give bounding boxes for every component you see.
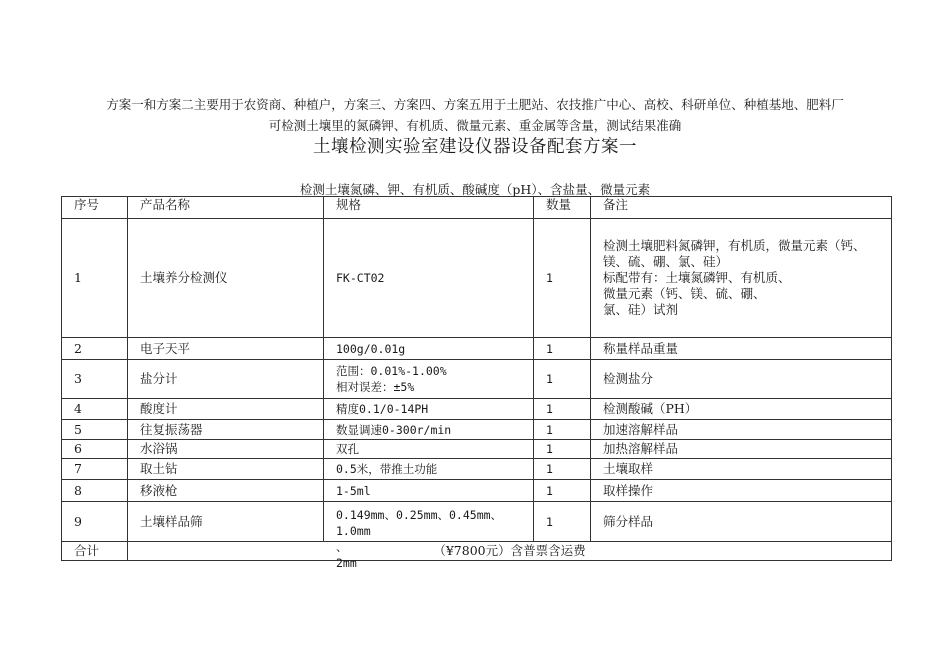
cell-qty: 1	[534, 338, 591, 360]
cell-note	[591, 480, 892, 502]
total-row	[62, 542, 892, 561]
cell-spec	[324, 360, 534, 399]
cell-note-line: 取样操作	[603, 482, 654, 498]
cell-note-line: 加热溶解样品	[603, 441, 679, 456]
cell-note-line: 土壤取样	[603, 461, 654, 476]
header-no: 序号	[62, 197, 128, 219]
table-header-row	[62, 197, 892, 219]
cell-spec-line: 2mm	[336, 555, 357, 570]
cell-name: 往复振荡器	[128, 420, 324, 440]
cell-note-line: 检测酸碱（PH）	[603, 401, 698, 416]
cell-no: 8	[62, 480, 128, 502]
cell-note	[591, 459, 892, 480]
cell-note-line: 氯、硅）试剂	[603, 302, 679, 317]
cell-name: 电子天平	[128, 338, 324, 360]
cell-no: 5	[62, 420, 128, 440]
table-row	[62, 440, 892, 459]
table-row	[62, 338, 892, 360]
cell-no: 4	[62, 399, 128, 420]
cell-spec	[324, 440, 534, 459]
table-row	[62, 399, 892, 420]
cell-note	[591, 219, 892, 338]
cell-qty: 1	[534, 420, 591, 440]
cell-note-line: 称量样品重量	[603, 340, 679, 356]
cell-no: 6	[62, 440, 128, 459]
cell-spec-line: 范围：0.01%-1.00%	[336, 364, 447, 378]
header-name: 产品名称	[128, 197, 324, 219]
page-title: 土壤检测实验室建设仪器设备配套方案一	[313, 137, 637, 157]
intro-line-1: 方案一和方案二主要用于农资商、种植户，方案三、方案四、方案五用于土肥站、农技推广中心、高校、科研单位、种植基地、肥料厂	[106, 97, 844, 112]
cell-name: 土壤养分检测仪	[128, 219, 324, 338]
cell-note	[591, 502, 892, 542]
cell-spec-line: 、	[336, 539, 348, 554]
cell-qty: 1	[534, 459, 591, 480]
table-row	[62, 502, 892, 542]
cell-note	[591, 399, 892, 420]
cell-note-line: 微量元素（钙、镁、硫、硼、	[603, 286, 766, 301]
table-row	[62, 219, 892, 338]
cell-spec	[324, 480, 534, 502]
cell-spec	[324, 420, 534, 440]
cell-note	[591, 338, 892, 360]
cell-name: 酸度计	[128, 399, 324, 420]
cell-no: 2	[62, 338, 128, 360]
cell-note-line: 检测盐分	[603, 371, 654, 386]
cell-note-line: 检测土壤肥料氮磷钾，有机质，微量元素（钙、	[603, 238, 866, 253]
cell-qty: 1	[534, 480, 591, 502]
cell-note	[591, 360, 892, 399]
cell-spec-line: 双孔	[336, 442, 359, 456]
cell-spec: FK-CT02	[324, 219, 534, 338]
table-row	[62, 480, 892, 502]
cell-qty: 1	[534, 502, 591, 542]
cell-no: 3	[62, 360, 128, 399]
equipment-table	[61, 196, 892, 570]
cell-note-line: 筛分样品	[603, 513, 654, 529]
cell-name: 盐分计	[128, 360, 324, 399]
cell-name: 取土钻	[128, 459, 324, 480]
header-note: 备注	[591, 197, 892, 219]
cell-spec-line: 精度0.1/0-14PH	[336, 402, 429, 416]
cell-note-line: 加速溶解样品	[603, 421, 679, 437]
cell-qty: 1	[534, 360, 591, 399]
cell-name: 水浴锅	[128, 440, 324, 459]
cell-qty: 1	[534, 440, 591, 459]
cell-spec	[324, 338, 534, 360]
cell-spec-line: 100g/0.01g	[336, 341, 406, 356]
cell-no: 7	[62, 459, 128, 480]
header-spec: 规格	[324, 197, 534, 219]
table-row	[62, 360, 892, 399]
total-value: （¥7800元）含普票含运费	[128, 542, 892, 561]
cell-spec-line: 数显调速0-300r/min	[336, 422, 452, 437]
cell-note-line: 标配带有：土壤氮磷钾、有机质、	[603, 270, 791, 285]
cell-spec	[324, 459, 534, 480]
table-row	[62, 420, 892, 440]
cell-spec-line: 0.149mm、0.25mm、0.45mm、1.0mm	[336, 507, 503, 538]
cell-spec-line: 0.5米，带推土功能	[336, 462, 438, 476]
cell-note	[591, 420, 892, 440]
intro-line-2: 可检测土壤里的氮磷钾、有机质、微量元素、重金属等含量，测试结果准确	[268, 118, 682, 133]
cell-qty: 1	[534, 399, 591, 420]
cell-name: 土壤样品筛	[128, 502, 324, 542]
table-row	[62, 459, 892, 480]
cell-spec-line: 1-5ml	[336, 483, 371, 498]
cell-note-line: 镁、硫、硼、氯、硅）	[603, 254, 729, 269]
cell-spec-line: 相对误差：±5%	[336, 380, 415, 394]
header-qty: 数量	[534, 197, 591, 219]
cell-qty: 1	[534, 219, 591, 338]
cell-no: 9	[62, 502, 128, 542]
cell-no: 1	[62, 219, 128, 338]
total-label: 合计	[62, 542, 128, 561]
cell-spec	[324, 399, 534, 420]
cell-note	[591, 440, 892, 459]
cell-name: 移液枪	[128, 480, 324, 502]
table-caption: 检测土壤氮磷、钾、有机质、酸碱度（pH）、含盐量、微量元素	[299, 182, 651, 197]
